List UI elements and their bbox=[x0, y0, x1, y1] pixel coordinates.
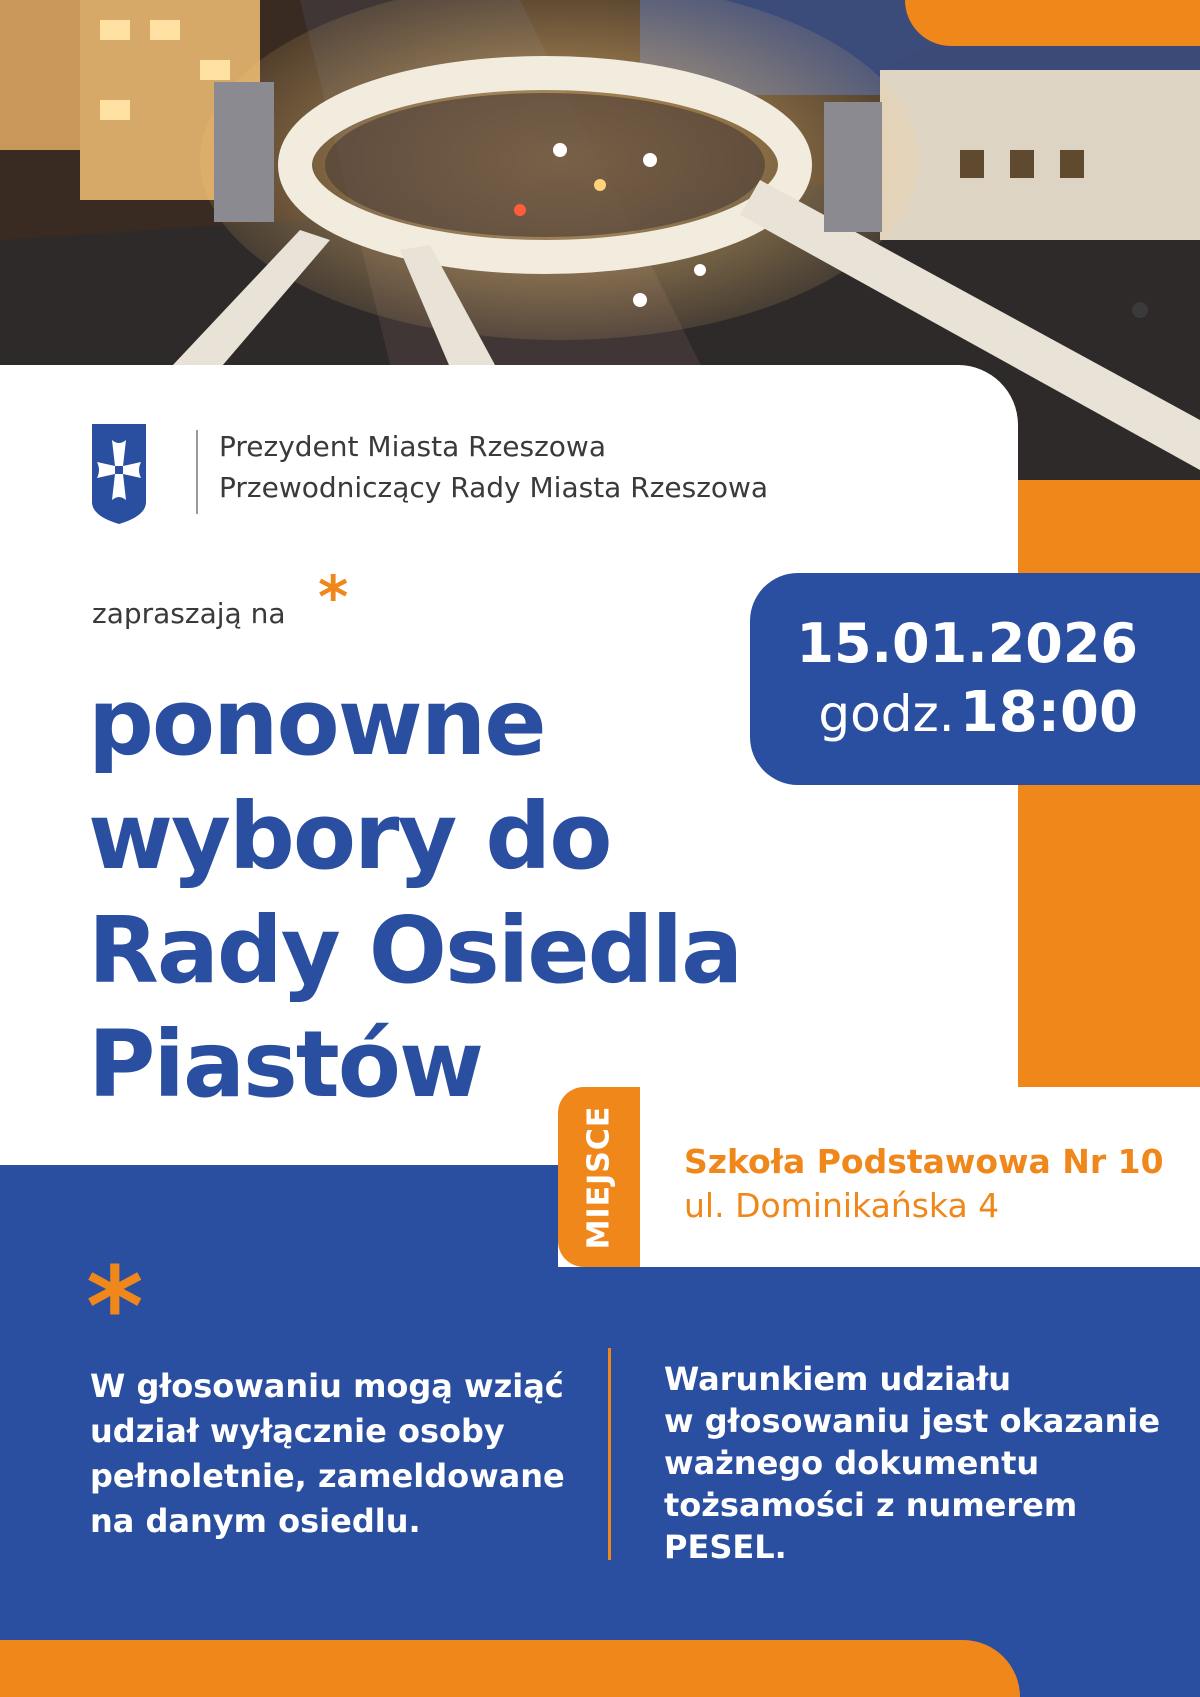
rzeszow-crest-icon bbox=[92, 424, 146, 524]
requirement-line: Warunkiem udziału bbox=[664, 1360, 1012, 1398]
organizer-president: Prezydent Miasta Rzeszowa bbox=[219, 430, 606, 463]
requirement-info bbox=[664, 1358, 1184, 1568]
requirement-line: tożsamości z numerem bbox=[664, 1486, 1078, 1524]
event-time bbox=[750, 680, 1138, 745]
place-label bbox=[558, 1087, 640, 1267]
date-box bbox=[750, 573, 1200, 785]
invite-text: zapraszają na bbox=[92, 597, 286, 630]
orange-corner-accent bbox=[905, 0, 1200, 46]
organizer-council-chair: Przewodniczący Rady Miasta Rzeszowa bbox=[219, 471, 769, 504]
requirement-line: PESEL. bbox=[664, 1528, 787, 1566]
eligibility-info bbox=[90, 1364, 590, 1544]
place-label-text: MIEJSCE bbox=[581, 1105, 617, 1249]
info-divider bbox=[608, 1348, 611, 1560]
event-date: 15.01.2026 bbox=[796, 612, 1138, 675]
time-value: 18:00 bbox=[959, 680, 1138, 745]
eligibility-line: na danym osiedlu. bbox=[90, 1502, 421, 1540]
requirement-line: ważnego dokumentu bbox=[664, 1444, 1040, 1482]
time-prefix: godz. bbox=[818, 685, 955, 743]
event-title-line: ponowne bbox=[88, 669, 545, 776]
event-title-line: Piastów bbox=[88, 1011, 482, 1118]
place-street: ul. Dominikańska 4 bbox=[684, 1186, 1000, 1225]
eligibility-line: pełnoletnie, zameldowane bbox=[90, 1457, 565, 1495]
header-divider bbox=[196, 430, 198, 514]
requirement-line: w głosowaniu jest okazanie bbox=[664, 1402, 1161, 1440]
eligibility-line: W głosowaniu mogą wziąć bbox=[90, 1367, 564, 1405]
event-title-line: Rady Osiedla bbox=[88, 897, 742, 1004]
place-name: Szkoła Podstawowa Nr 10 bbox=[684, 1142, 1164, 1181]
asterisk-icon: * bbox=[318, 563, 349, 631]
orange-footer-bar bbox=[0, 1640, 1020, 1697]
eligibility-line: udział wyłącznie osoby bbox=[90, 1412, 505, 1450]
event-title-line: wybory do bbox=[88, 783, 611, 890]
orange-side-bar bbox=[1018, 480, 1200, 1090]
asterisk-icon: * bbox=[86, 1243, 144, 1371]
